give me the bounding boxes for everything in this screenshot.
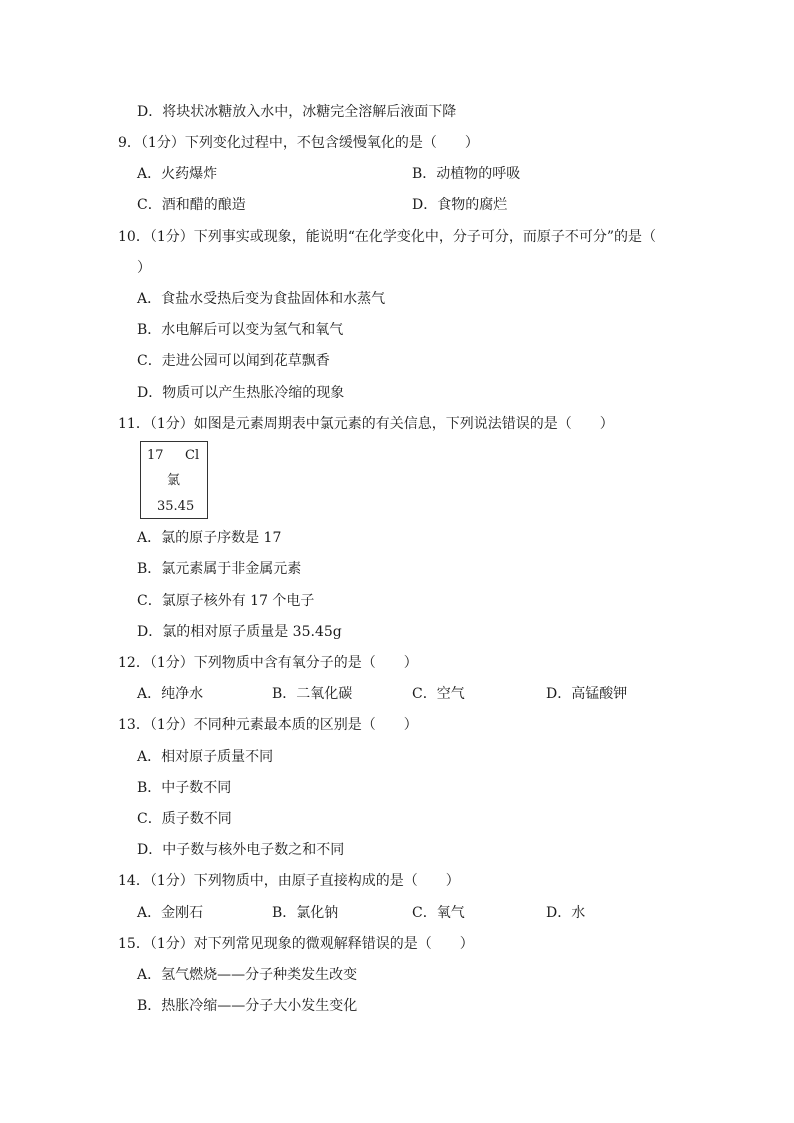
element-name: 氯 [167, 473, 181, 488]
q11-option-a: A．氯的原子序数是 17 [137, 530, 282, 546]
q9-option-a: A．火药爆炸 [137, 166, 218, 182]
q14-option-b: B．氯化钠 [272, 905, 339, 921]
q14-option-c: C．氧气 [412, 905, 465, 921]
q12-option-a: A．纯净水 [137, 686, 204, 702]
q11-stem: 11．（1分）如图是元素周期表中氯元素的有关信息，下列说法错误的是（ ） [118, 416, 614, 432]
q11-option-b: B．氯元素属于非金属元素 [137, 561, 302, 577]
q14-option-d: D．水 [546, 905, 586, 921]
q13-stem: 13．（1分）不同种元素最本质的区别是（ ） [118, 717, 418, 733]
q13-option-a: A．相对原子质量不同 [137, 749, 274, 765]
element-atomic-number: 17 [147, 448, 164, 463]
q10-option-a: A．食盐水受热后变为食盐固体和水蒸气 [137, 291, 386, 307]
q9-option-c: C．酒和醋的酿造 [137, 197, 246, 213]
q12-option-b: B．二氧化碳 [272, 686, 353, 702]
q12-option-c: C．空气 [412, 686, 465, 702]
q10-option-d: D．物质可以产生热胀冷缩的现象 [137, 385, 345, 401]
q12-option-d: D．高锰酸钾 [546, 686, 628, 702]
q10-option-c: C．走进公园可以闻到花草飘香 [137, 353, 330, 369]
q11-option-c: C．氯原子核外有 17 个电子 [137, 593, 315, 609]
q8-option-d: D．将块状冰糖放入水中，冰糖完全溶解后液面下降 [137, 104, 457, 120]
q10-option-b: B．水电解后可以变为氢气和氧气 [137, 322, 344, 338]
q10-stem: 10．（1分）下列事实或现象，能说明“在化学变化中，分子可分，而原子不可分”的是（ [118, 229, 657, 245]
q9-option-d: D．食物的腐烂 [412, 197, 508, 213]
q9-option-b: B．动植物的呼吸 [412, 166, 521, 182]
element-card-chlorine [140, 441, 208, 519]
q13-option-c: C．质子数不同 [137, 811, 232, 827]
q15-option-a: A．氢气燃烧——分子种类发生改变 [137, 967, 358, 983]
q10-stem-continued: ） [137, 260, 151, 276]
element-atomic-mass: 35.45 [157, 499, 195, 514]
element-symbol: Cl [185, 448, 200, 463]
q13-option-d: D．中子数与核外电子数之和不同 [137, 842, 345, 858]
q14-option-a: A．金刚石 [137, 905, 204, 921]
q12-stem: 12．（1分）下列物质中含有氧分子的是（ ） [118, 655, 418, 671]
q11-option-d: D．氯的相对原子质量是 35.45g [137, 624, 342, 640]
q15-stem: 15．（1分）对下列常见现象的微观解释错误的是（ ） [118, 936, 474, 952]
q9-stem: 9．（1分）下列变化过程中，不包含缓慢氧化的是（ ） [118, 135, 479, 151]
q14-stem: 14．（1分）下列物质中，由原子直接构成的是（ ） [118, 873, 460, 889]
q15-option-b: B．热胀冷缩——分子大小发生变化 [137, 998, 358, 1014]
q13-option-b: B．中子数不同 [137, 780, 232, 796]
